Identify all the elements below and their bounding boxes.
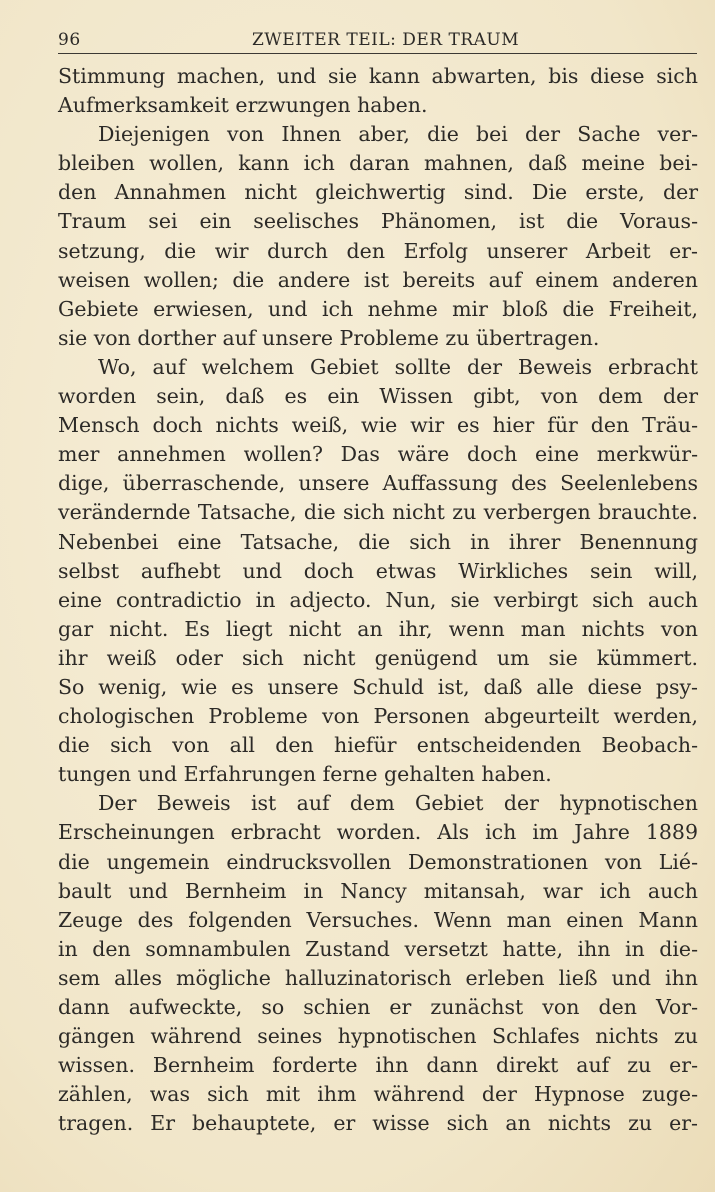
text-line: selbst aufhebt und doch etwas Wirkliches sein will, xyxy=(58,558,698,583)
text-line: ihr weiß oder sich nicht genügend um sie kümmert. xyxy=(58,645,698,670)
text-line: Erscheinungen erbracht worden. Als ich im Jahre 1889 xyxy=(58,820,698,845)
text-line: Diejenigen von Ihnen aber, die bei der Sache ver- xyxy=(98,122,698,147)
text-line: Traum sei ein seelisches Phänomen, ist die Voraus- xyxy=(58,209,698,234)
body-text xyxy=(58,62,698,1138)
text-line: verändernde Tatsache, die sich nicht zu verbergen brauchte. xyxy=(58,500,698,525)
text-line: zählen, was sich mit ihm während der Hypnose zuge- xyxy=(58,1082,698,1107)
text-line: setzung, die wir durch den Erfolg unserer Arbeit er- xyxy=(58,238,698,263)
text-line: den Annahmen nicht gleichwertig sind. Die erste, der xyxy=(58,180,698,205)
text-line: in den somnambulen Zustand versetzt hatte, ihn in die- xyxy=(58,936,698,961)
page-number: 96 xyxy=(58,30,81,50)
text-line: bleiben wollen, kann ich daran mahnen, daß meine bei- xyxy=(58,151,698,176)
text-line: Nebenbei eine Tatsache, die sich in ihrer Benennung xyxy=(58,529,698,554)
text-line: die ungemein eindrucksvollen Demonstrationen von Lié- xyxy=(58,849,698,874)
text-line: Mensch doch nichts weiß, wie wir es hier für den Träu- xyxy=(58,413,698,438)
running-title: ZWEITER TEIL: DER TRAUM xyxy=(252,30,520,50)
text-line: tungen und Erfahrungen ferne gehalten haben. xyxy=(58,762,552,787)
text-line: die sich von all den hiefür entscheidenden Beobach- xyxy=(58,733,698,758)
text-line: Gebiete erwiesen, und ich nehme mir bloß die Freiheit, xyxy=(58,296,698,321)
running-header xyxy=(58,30,697,54)
text-line: dann aufweckte, so schien er zunächst von den Vor- xyxy=(58,995,698,1019)
header-rule xyxy=(58,53,697,54)
text-line: mer annehmen wollen? Das wäre doch eine merkwür- xyxy=(58,442,698,467)
text-line: eine contradictio in adjecto. Nun, sie verbirgt sich auch xyxy=(58,587,698,612)
text-line: sem alles mögliche halluzinatorisch erleben ließ und ihn xyxy=(58,965,698,990)
text-line: weisen wollen; die andere ist bereits auf einem anderen xyxy=(58,267,698,292)
text-line: Stimmung machen, und sie kann abwarten, bis diese sich xyxy=(58,64,698,88)
text-line: Der Beweis ist auf dem Gebiet der hypnotischen xyxy=(98,791,698,816)
text-line: bault und Bernheim in Nancy mitansah, war ich auch xyxy=(58,878,698,903)
text-line: chologischen Probleme von Personen abgeurteilt werden, xyxy=(58,704,698,729)
text-line: tragen. Er behauptete, er wisse sich an nichts zu er- xyxy=(58,1111,698,1136)
text-line: gängen während seines hypnotischen Schlafes nichts zu xyxy=(58,1024,698,1049)
text-line: sie von dorther auf unsere Probleme zu übertragen. xyxy=(58,325,600,350)
text-line: worden sein, daß es ein Wissen gibt, von dem der xyxy=(58,384,698,409)
text-line: Wo, auf welchem Gebiet sollte der Beweis erbracht xyxy=(98,354,698,379)
text-line: dige, überraschende, unsere Auffassung des Seelenlebens xyxy=(58,471,698,496)
text-line: Aufmerksamkeit erzwungen haben. xyxy=(58,93,428,118)
text-line: So wenig, wie es unsere Schuld ist, daß alle diese psy- xyxy=(58,674,698,699)
text-line: gar nicht. Es liegt nicht an ihr, wenn man nichts von xyxy=(58,616,698,641)
text-line: Zeuge des folgenden Versuches. Wenn man einen Mann xyxy=(58,907,698,932)
text-line: wissen. Bernheim forderte ihn dann direkt auf zu er- xyxy=(58,1053,698,1078)
